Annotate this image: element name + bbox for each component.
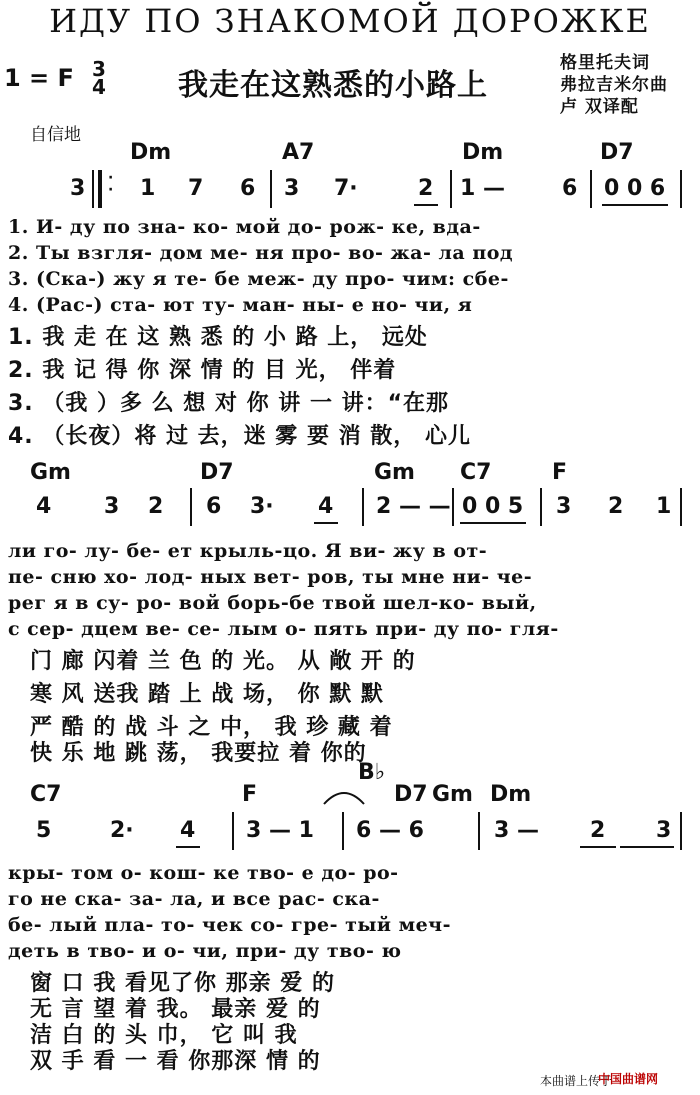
lyric-russian-verse-4: деть в тво- и о- чи, при- ду тво- ю [8, 940, 402, 962]
lyric-russian-verse-1: 1. И- ду по зна- ко- мой до- рож- ке, вда- [8, 216, 481, 238]
chord: Gm [30, 460, 71, 485]
lyric-chinese-verse-3: 严 酷 的 战 斗 之 中， 我 珍 藏 着 [30, 715, 393, 740]
note-underline [314, 522, 338, 524]
note: 2 — — [376, 494, 451, 519]
note-underline [602, 204, 668, 206]
lyric-chinese-verse-4: 4. （长夜）将 过 去，迷 雾 要 消 散， 心儿 [8, 424, 471, 449]
lyric-chinese-verse-2: 寒 风 送我 踏 上 战 场， 你 默 默 [30, 682, 384, 707]
note: 3 [70, 176, 86, 201]
note: 0 0 6 [604, 176, 666, 201]
barline [680, 812, 682, 850]
chord: C7 [460, 460, 492, 485]
time-top: 3 [92, 57, 106, 81]
barline [92, 170, 94, 208]
barline [270, 170, 272, 208]
lyric-chinese-verse-4: 快 乐 地 跳 荡， 我要拉 着 你的 [30, 741, 367, 766]
note-underline [414, 204, 438, 206]
note: 2 [148, 494, 164, 519]
barline [680, 170, 682, 208]
chord: F [242, 782, 258, 807]
time-signature [92, 57, 106, 99]
note: 4 [318, 494, 334, 519]
chord: A7 [282, 140, 315, 165]
chord: Dm [130, 140, 172, 165]
note: 4 [36, 494, 52, 519]
chord: Dm [462, 140, 504, 165]
repeat-barline [98, 170, 102, 208]
lyric-russian-verse-3: рег я в су- ро- вой борь-бе твой шел-ко- вый, [8, 592, 537, 614]
note: 4 [180, 818, 196, 843]
note: 2 [590, 818, 606, 843]
repeat-dots: · · [108, 170, 114, 198]
chord: B♭ [358, 760, 386, 785]
note: 3 [656, 818, 672, 843]
barline [452, 488, 454, 526]
note: 3 [284, 176, 300, 201]
note: 3 — 1 [246, 818, 314, 843]
chinese-title: 我走在这熟悉的小路上 [178, 68, 488, 103]
key-signature: 1 = F [4, 64, 74, 92]
note: 1 [140, 176, 156, 201]
lyric-chinese-verse-4: 双 手 看 一 看 你那深 情 的 [30, 1049, 321, 1074]
lyric-russian-verse-2: го не ска- за- ла, и все рас- ска- [8, 888, 380, 910]
chord: D7 [200, 460, 234, 485]
lyric-russian-verse-1: кры- том о- кош- ке тво- е до- ро- [8, 862, 399, 884]
upload-note: 本曲谱上传于 [540, 1074, 613, 1088]
lyric-chinese-verse-3: 3. （我 ）多 么 想 对 你 讲 一 讲：“在那 [8, 391, 450, 416]
note: 1 — [460, 176, 505, 201]
barline [232, 812, 234, 850]
note: 7· [334, 176, 358, 201]
note: 6 — 6 [356, 818, 424, 843]
barline [680, 488, 682, 526]
chord: Gm [432, 782, 473, 807]
barline [590, 170, 592, 208]
lyric-russian-verse-2: пе- сню хо- лод- ных вет- ров, ты мне ни- че- [8, 566, 533, 588]
lyric-chinese-verse-1: 窗 口 我 看见了你 那亲 爱 的 [30, 971, 335, 996]
lyric-chinese-verse-2: 无 言 望 着 我。 最亲 爱 的 [30, 997, 321, 1022]
credit-lyricist: 格里托夫词 [560, 53, 650, 73]
chord: D7 [394, 782, 428, 807]
tempo-marking: 自信地 [30, 125, 81, 145]
note: 3 — [494, 818, 539, 843]
lyric-russian-verse-1: ли го- лу- бе- ет крыль-цо. Я ви- жу в от- [8, 540, 488, 562]
lyric-chinese-verse-1: 门 廊 闪着 兰 色 的 光。 从 敞 开 的 [30, 649, 416, 674]
lyric-chinese-verse-2: 2. 我 记 得 你 深 情 的 目 光， 伴着 [8, 358, 397, 383]
lyric-russian-verse-2: 2. Ты взгля- дом ме- ня про- во- жа- ла под [8, 242, 514, 264]
tie-slur [322, 786, 366, 806]
note: 1 [656, 494, 672, 519]
note: 6 [562, 176, 578, 201]
lyric-russian-verse-4: 4. (Рас-) ста- ют ту- ман- ны- е но- чи, я [8, 294, 473, 316]
chord: Dm [490, 782, 532, 807]
chord: D7 [600, 140, 634, 165]
note-underline [620, 846, 674, 848]
note-underline [176, 846, 200, 848]
note: 2 [608, 494, 624, 519]
note: 3 [556, 494, 572, 519]
credit-composer: 弗拉吉米尔曲 [560, 75, 668, 95]
chord: F [552, 460, 568, 485]
lyric-russian-verse-4: с сер- дцем ве- се- лым о- пять при- ду по- гля- [8, 618, 559, 640]
note: 6 [206, 494, 222, 519]
credit-translator: 卢 双译配 [560, 97, 639, 117]
barline [478, 812, 480, 850]
barline [342, 812, 344, 850]
note: 5 [36, 818, 52, 843]
note: 3· [250, 494, 274, 519]
note: 7 [188, 176, 204, 201]
chord: C7 [30, 782, 62, 807]
lyric-russian-verse-3: бе- лый пла- то- чек со- гре- тый меч- [8, 914, 451, 936]
note: 0 0 5 [462, 494, 524, 519]
note-underline [460, 522, 526, 524]
note-underline [580, 846, 616, 848]
song-title: ИДУ ПО ЗНАКОМОЙ ДОРОЖКЕ [49, 2, 651, 40]
time-bottom: 4 [92, 75, 106, 99]
note: 2· [110, 818, 134, 843]
note: 2 [418, 176, 434, 201]
barline [540, 488, 542, 526]
note: 6 [240, 176, 256, 201]
chord: Gm [374, 460, 415, 485]
barline [362, 488, 364, 526]
lyric-chinese-verse-3: 洁 白 的 头 巾， 它 叫 我 [30, 1023, 298, 1048]
barline [190, 488, 192, 526]
barline [450, 170, 452, 208]
site-logo: 中国曲谱网 [598, 1072, 659, 1086]
note: 3 [104, 494, 120, 519]
lyric-chinese-verse-1: 1. 我 走 在 这 熟 悉 的 小 路 上， 远处 [8, 325, 428, 350]
lyric-russian-verse-3: 3. (Ска-) жу я те- бе меж- ду про- чим: сбе- [8, 268, 509, 290]
